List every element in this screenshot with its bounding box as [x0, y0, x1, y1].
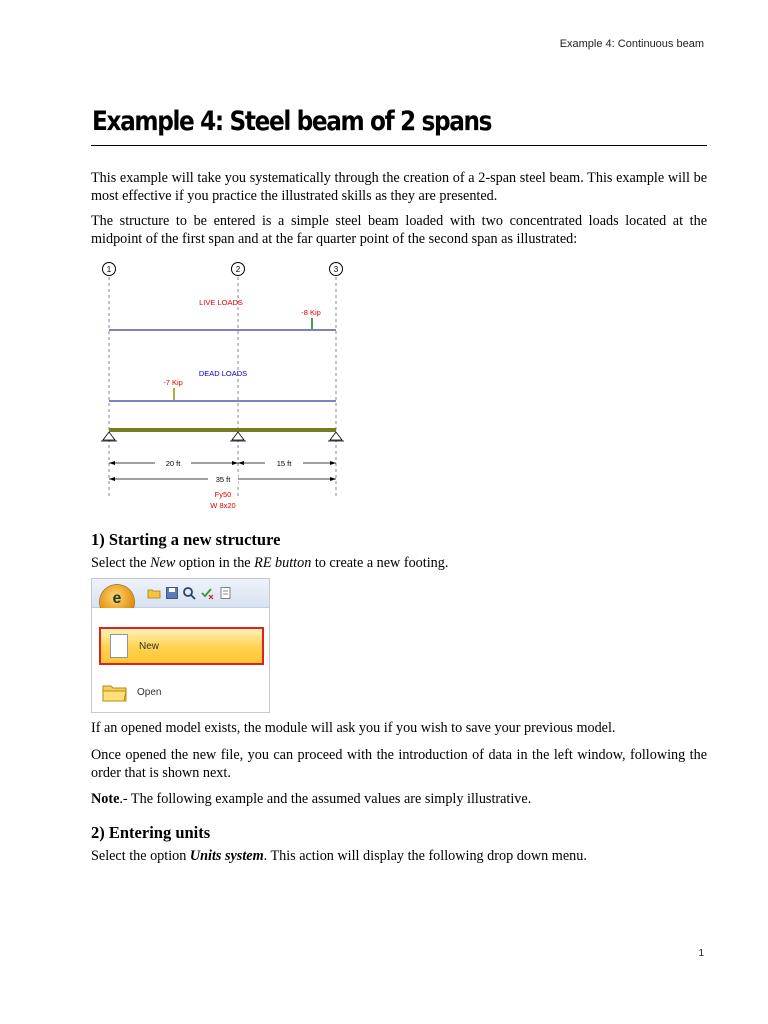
section-2-lead: Select the option Units system. This action will display the following drop down menu.	[91, 848, 587, 864]
node-3-marker	[330, 263, 343, 276]
document-icon	[110, 634, 128, 658]
re-button-letter: e	[112, 590, 122, 607]
material-label: Fy50	[214, 490, 232, 499]
support-1	[101, 432, 117, 441]
section-2-heading: 2) Entering units	[91, 823, 211, 842]
preview-icon[interactable]	[182, 586, 196, 600]
section-label: W 8x20	[210, 501, 236, 510]
span-2-dimension: 15 ft	[276, 459, 292, 468]
folder-icon	[102, 682, 128, 707]
live-loads-label: LIVE LOADS	[199, 298, 243, 307]
document-icon[interactable]	[218, 586, 232, 600]
menu-item-new[interactable]	[99, 627, 264, 665]
menu-item-open-label: Open	[137, 687, 162, 698]
title-rule	[91, 145, 707, 146]
section-1-heading: 1) Starting a new structure	[91, 530, 281, 549]
save-icon[interactable]	[165, 586, 179, 600]
node-1-marker	[103, 263, 116, 276]
application-menu-screenshot	[91, 578, 270, 713]
folder-icon[interactable]	[147, 586, 161, 600]
beam-diagram	[95, 258, 350, 516]
after-menu-paragraph-2: Once opened the new file, you can proceed with the introduction of data in the left window, following the order that is shown next.	[91, 747, 707, 781]
page-number: 1	[698, 948, 704, 959]
steel-beam	[109, 428, 336, 432]
check-icon[interactable]	[200, 586, 214, 600]
section-1-lead: Select the New option in the RE button to create a new footing.	[91, 555, 449, 571]
total-dimension: 35 ft	[215, 475, 231, 484]
node-2-label: 2	[235, 265, 241, 274]
live-load-value: -8 Kip	[301, 308, 321, 317]
node-3-label: 3	[333, 265, 339, 274]
span-1-dimension: 20 ft	[165, 459, 181, 468]
support-3	[328, 432, 344, 441]
intro-paragraph-1: This example will take you systematically through the creation of a 2-span steel beam. This example will be most effective if you practice the illustrated skills as they are presented.	[91, 170, 707, 204]
node-1-label: 1	[106, 265, 112, 274]
dead-load-value: -7 Kip	[163, 378, 183, 387]
after-menu-paragraph-1: If an opened model exists, the module will ask you if you wish to save your previous model.	[91, 720, 616, 736]
support-2	[230, 432, 246, 441]
application-menu	[92, 608, 269, 712]
page-title: Example 4: Steel beam of 2 spans	[92, 106, 492, 137]
quick-access-toolbar	[92, 579, 269, 608]
menu-item-new-label: New	[139, 641, 160, 652]
running-header: Example 4: Continuous beam	[559, 38, 704, 50]
dead-loads-label: DEAD LOADS	[198, 369, 248, 378]
intro-paragraph-2: The structure to be entered is a simple steel beam loaded with two concentrated loads located at the midpoint of the first span and at the far quarter point of the second span as illustrated:	[91, 213, 707, 247]
note-paragraph: Note.- The following example and the assumed values are simply illustrative.	[91, 791, 532, 807]
node-2-marker	[232, 263, 245, 276]
menu-item-open[interactable]	[99, 677, 264, 707]
